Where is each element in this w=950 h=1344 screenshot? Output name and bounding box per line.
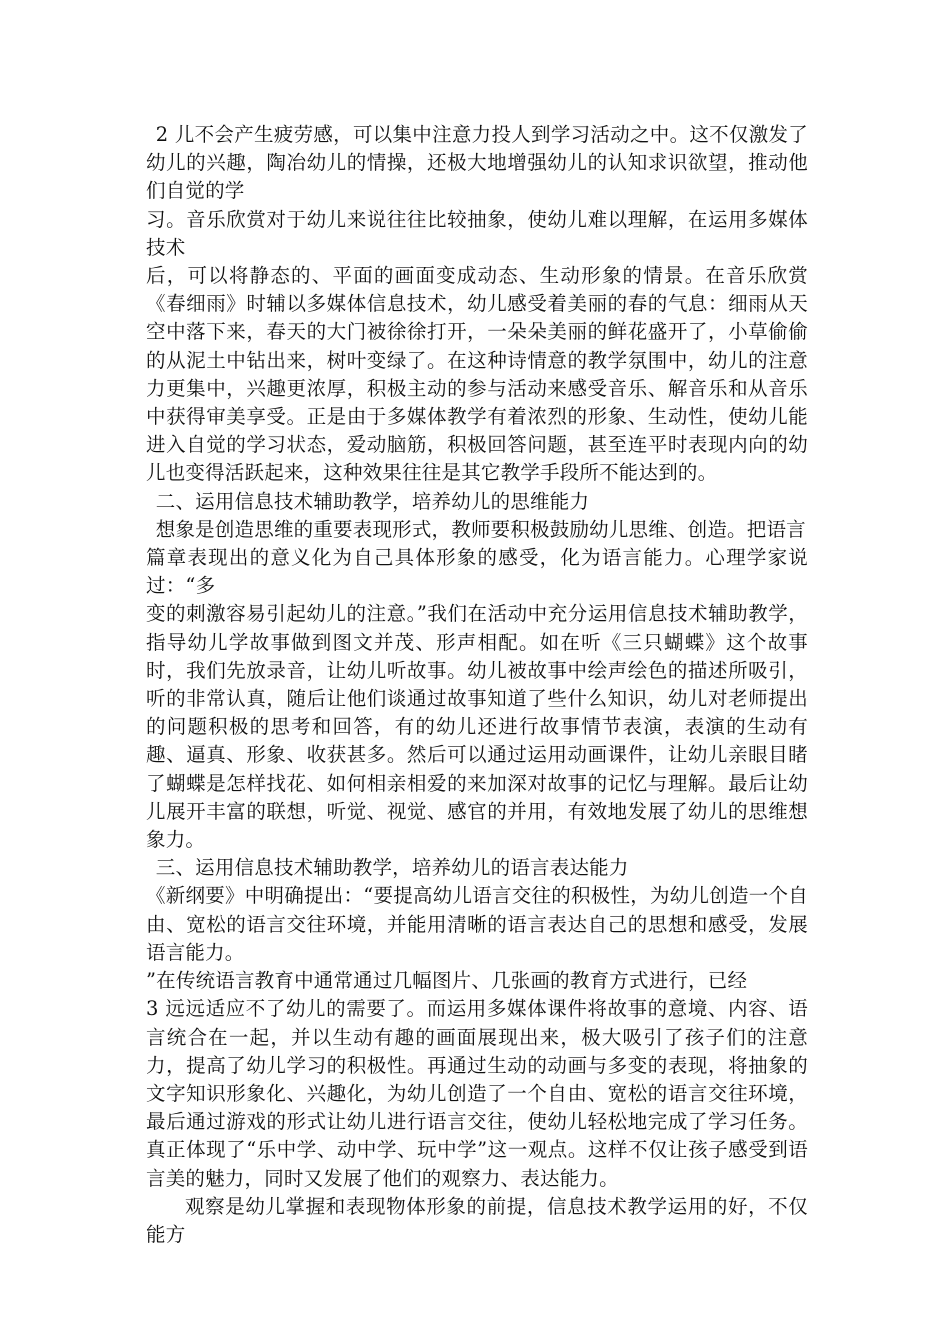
document-page	[146, 121, 808, 1249]
paragraph-4: 想象是创造思维的重要表现形式，教师要积极鼓励幼儿思维、创造。把语言	[155, 517, 806, 541]
paragraph-7: 《新纲要》中明确提出：“要提高幼儿语言交往的积极性，为幼儿创造一个自由、宽松的语言交往环境，并能用清晰的语言表达自己的思想和感受，发展语言能力。	[146, 884, 808, 964]
paragraph-6: 变的刺激容易引起幼儿的注意。”我们在活动中充分运用信息技术辅助教学，指导幼儿学故事做到图文并茂、形声相配。如在听《三只蝴蝶》这个故事时，我们先放录音，让幼儿听故事。幼儿被故事中绘声绘色的描述所吸引，听的非常认真，随后让他们谈通过故事知道了些什么知识，幼儿对老师提出的问题积极的思考和回答，有的幼儿还进行故事情节表演，表演的生动有趣、逼真、形象、收获甚多。然后可以通过运用动画课件，让幼儿亲眼目睹了蝴蝶是怎样找花、如何相亲相爱的来加深对故事的记忆与理解。最后让幼儿展开丰富的联想，听觉、视觉、感官的并用，有效地发展了幼儿的思维想象力。	[146, 602, 808, 852]
section-heading-2: 二、运用信息技术辅助教学，培养幼儿的思维能力	[155, 489, 590, 513]
paragraph-5: 篇章表现出的意义化为自己具体形象的感受，化为语言能力。心理学家说过：“多	[146, 546, 808, 598]
paragraph-3: 后，可以将静态的、平面的画面变成动态、生动形象的情景。在音乐欣赏《春细雨》时辅以多媒体信息技术，幼儿感受着美丽的春的气息：细雨从天空中落下来，春天的大门被徐徐打开，一朵朵美丽的鲜花盛开了，小草偷偷的从泥土中钻出来，树叶变绿了。在这种诗情意的教学氛围中，幼儿的注意力更集中，兴趣更浓厚，积极主动的参与活动来感受音乐、解音乐和从音乐中获得审美享受。正是由于多媒体教学有着浓烈的形象、生动性，使幼儿能进入自觉的学习状态，爱动脑筋，积极回答问题，甚至连平时表现内向的幼儿也变得活跃起来，这种效果往往是其它教学手段所不能达到的。	[146, 264, 808, 485]
paragraph-8: ”在传统语言教育中通常通过几幅图片、几张画的教育方式进行，已经	[146, 969, 748, 993]
paragraph-1: 2 儿不会产生疲劳感，可以集中注意力投人到学习活动之中。这不仅激发了幼儿的兴趣，陶冶幼儿的情操，还极大地增强幼儿的认知求识欲望，推动他们自觉的学	[146, 123, 808, 203]
paragraph-2: 习。音乐欣赏对于幼儿来说往往比较抽象，使幼儿难以理解，在运用多媒体技术	[146, 207, 808, 259]
paragraph-9: 3 远远适应不了幼儿的需要了。而运用多媒体课件将故事的意境、内容、语言统合在一起，并以生动有趣的画面展现出来，极大吸引了孩子们的注意力，提高了幼儿学习的积极性。再通过生动的动画与多变的表现，将抽象的文字知识形象化、兴趣化，为幼儿创造了一个自由、宽松的语言交往环境，最后通过游戏的形式让幼儿进行语言交往，使幼儿轻松地完成了学习任务。真正体现了“乐中学、动中学、玩中学”这一观点。这样不仅让孩子感受到语言美的魅力，同时又发展了他们的观察力、表达能力。	[146, 997, 808, 1190]
paragraph-10: 观察是幼儿掌握和表现物体形象的前提，信息技术教学运用的好，不仅能方	[146, 1194, 808, 1246]
section-heading-3: 三、运用信息技术辅助教学，培养幼儿的语言表达能力	[155, 856, 629, 880]
